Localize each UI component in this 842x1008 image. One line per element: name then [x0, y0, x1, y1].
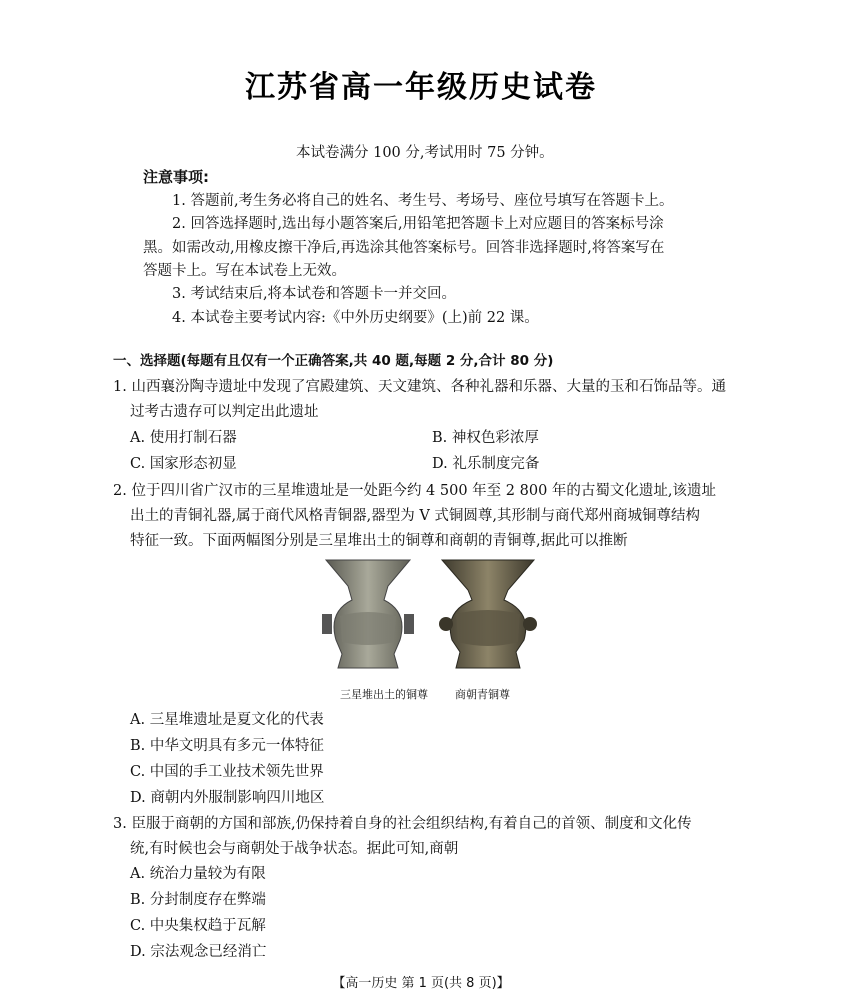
exam-title: 江苏省高一年级历史试卷 [245, 70, 597, 105]
notice-1: 1. 答题前,考生务必将自己的姓名、考生号、考场号、座位号填写在答题卡上。 [172, 193, 674, 209]
q3-stem-line-1: 3. 臣服于商朝的方国和部族,仍保持着自身的社会组织结构,有着自己的首领、制度和文化传 [113, 816, 692, 832]
caption-shang: 商朝青铜尊 [455, 688, 510, 701]
q3-stem-line-2: 统,有时候也会与商朝处于战争状态。据此可知,商朝 [130, 841, 459, 857]
shang-bronze-zun-image [436, 556, 540, 674]
bronze-zun-figure [318, 556, 548, 706]
q3-option-c: C. 中央集权趋于瓦解 [130, 918, 266, 934]
q2-option-d: D. 商朝内外服制影响四川地区 [130, 790, 325, 806]
caption-sanxingdui: 三星堆出土的铜尊 [340, 688, 428, 701]
notice-2-cont: 黑。如需改动,用橡皮擦干净后,再选涂其他答案标号。回答非选择题时,将答案写在 [143, 240, 665, 256]
q3-option-d: D. 宗法观念已经消亡 [130, 944, 267, 960]
notice-2: 2. 回答选择题时,选出每小题答案后,用铅笔把答题卡上对应题目的答案标号涂 [172, 216, 664, 232]
q3-option-b: B. 分封制度存在弊端 [130, 892, 266, 908]
q1-stem-line-1: 1. 山西襄汾陶寺遗址中发现了宫殿建筑、天文建筑、各种礼器和乐器、大量的玉和石饰品等。通 [113, 379, 726, 395]
q1-stem-line-2: 过考古遗存可以判定出此遗址 [130, 404, 319, 420]
exam-intro: 本试卷满分 100 分,考试用时 75 分钟。 [296, 145, 554, 161]
section-heading: 一、选择题(每题有且仅有一个正确答案,共 40 题,每题 2 分,合计 80 分) [113, 353, 554, 369]
q2-option-a: A. 三星堆遗址是夏文化的代表 [130, 712, 324, 728]
q2-option-b: B. 中华文明具有多元一体特征 [130, 738, 324, 754]
q2-stem-line-1: 2. 位于四川省广汉市的三星堆遗址是一处距今约 4 500 年至 2 800 年的古蜀文化遗址,该遗址 [113, 483, 717, 499]
q1-option-b: B. 神权色彩浓厚 [432, 430, 539, 446]
q2-stem-line-3: 特征一致。下面两幅图分别是三星堆出土的铜尊和商朝的青铜尊,据此可以推断 [130, 533, 628, 549]
q1-option-c: C. 国家形态初显 [130, 456, 237, 472]
q2-option-c: C. 中国的手工业技术领先世界 [130, 764, 324, 780]
q1-option-a: A. 使用打制石器 [130, 430, 237, 446]
notice-heading: 注意事项: [143, 168, 209, 186]
q3-option-a: A. 统治力量较为有限 [130, 866, 266, 882]
notice-2-end: 答题卡上。写在本试卷上无效。 [143, 263, 346, 279]
q1-option-d: D. 礼乐制度完备 [432, 456, 540, 472]
page-footer: 【高一历史 第 1 页(共 8 页)】 [332, 976, 510, 991]
q2-stem-line-2: 出土的青铜礼器,属于商代风格青铜器,器型为 V 式铜圆尊,其形制与商代郑州商城铜尊结构 [130, 508, 701, 524]
notice-3: 3. 考试结束后,将本试卷和答题卡一并交回。 [172, 286, 457, 302]
sanxingdui-bronze-zun-image [318, 556, 418, 674]
notice-4: 4. 本试卷主要考试内容:《中外历史纲要》(上)前 22 课。 [172, 310, 539, 326]
